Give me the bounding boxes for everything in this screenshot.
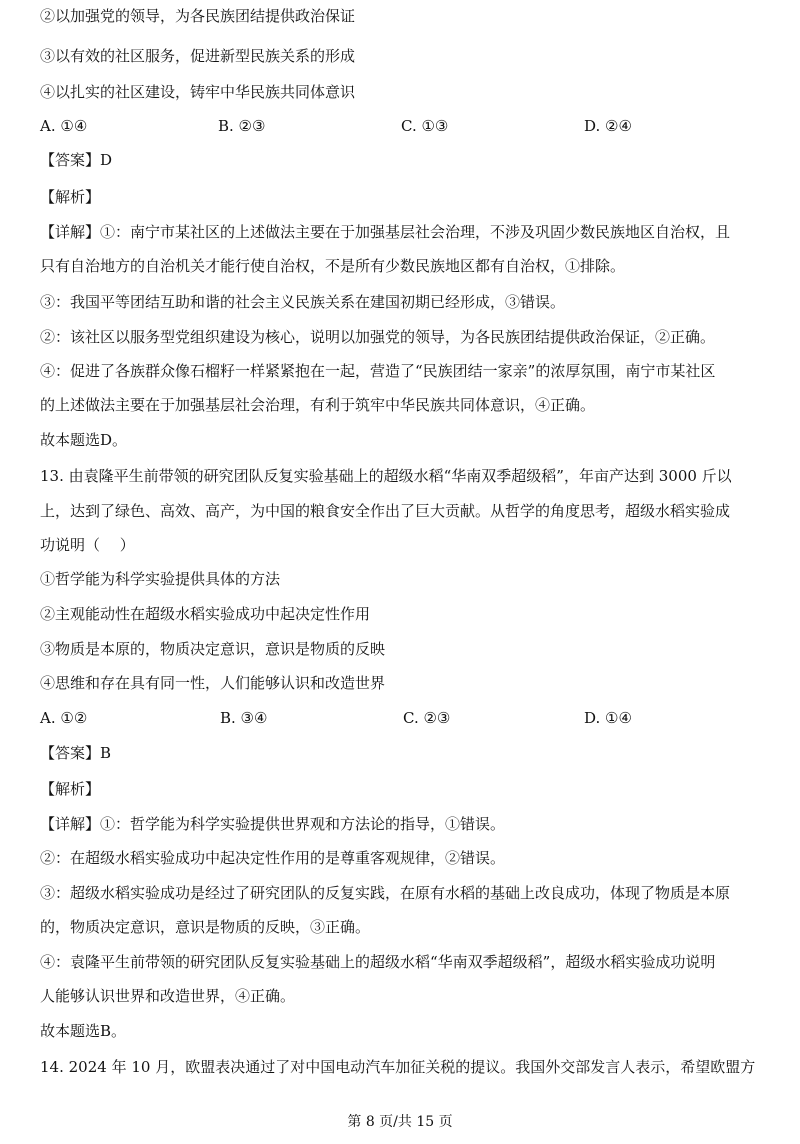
detail-line: ④：促进了各族群众像石榴籽一样紧紧抱在一起，营造了“民族团结一家亲”的浓厚氛围，南宁市某社区: [40, 362, 716, 380]
option-a: A. ①②: [40, 709, 88, 727]
analysis-label: 【解析】: [40, 188, 101, 206]
statement: ②以加强党的领导，为各民族团结提供政治保证: [40, 7, 356, 25]
statement: ②主观能动性在超级水稻实验成功中起决定性作用: [40, 605, 371, 623]
answer-label: 【答案】B: [40, 744, 112, 762]
statement: ①哲学能为科学实验提供具体的方法: [40, 570, 281, 588]
answer-options: [40, 116, 768, 136]
option-d: D. ①④: [584, 709, 632, 727]
detail-line: ②：在超级水稻实验成功中起决定性作用的是尊重客观规律，②错误。: [40, 849, 506, 867]
statement: ④以扎实的社区建设，铸牢中华民族共同体意识: [40, 83, 356, 101]
detail-line: 【详解】①：南宁市某社区的上述做法主要在于加强基层社会治理，不涉及巩固少数民族地区自治权，且: [40, 223, 731, 241]
option-c: C. ②③: [403, 709, 451, 727]
question-stem: 13. 由袁隆平生前带领的研究团队反复实验基础上的超级水稻“华南双季超级稻”，年亩产达到 3000 斤以: [40, 467, 732, 485]
detail-line: 只有自治地方的自治机关才能行使自治权，不是所有少数民族地区都有自治权，①排除。: [40, 257, 626, 275]
option-c: C. ①③: [401, 117, 449, 135]
statement: ③以有效的社区服务，促进新型民族关系的形成: [40, 47, 356, 65]
analysis-label: 【解析】: [40, 780, 101, 798]
detail-line: 的，物质决定意识，意识是物质的反映，③正确。: [40, 918, 371, 936]
option-a: A. ①④: [40, 117, 88, 135]
conclusion: 故本题选D。: [40, 431, 128, 449]
question-stem: 上，达到了绿色、高效、高产，为中国的粮食安全作出了巨大贡献。从哲学的角度思考，超级水稻实验成: [40, 502, 731, 520]
question-stem: 功说明（ ）: [40, 536, 135, 554]
statement: ④思维和存在具有同一性，人们能够认识和改造世界: [40, 674, 386, 692]
page-footer: 第 8 页/共 15 页: [347, 1114, 453, 1130]
detail-line: 人能够认识世界和改造世界，④正确。: [40, 987, 296, 1005]
detail-line: ③：我国平等团结互助和谐的社会主义民族关系在建国初期已经形成，③错误。: [40, 293, 566, 311]
option-d: D. ②④: [584, 117, 632, 135]
statement: ③物质是本原的，物质决定意识，意识是物质的反映: [40, 640, 386, 658]
detail-line: 的上述做法主要在于加强基层社会治理，有利于筑牢中华民族共同体意识，④正确。: [40, 396, 596, 414]
detail-line: 【详解】①：哲学能为科学实验提供世界观和方法论的指导，①错误。: [40, 815, 506, 833]
conclusion: 故本题选B。: [40, 1022, 127, 1040]
detail-line: ④：袁隆平生前带领的研究团队反复实验基础上的超级水稻“华南双季超级稻”，超级水稻实验成功说明: [40, 953, 716, 971]
answer-label: 【答案】D: [40, 151, 113, 169]
question-stem: 14. 2024 年 10 月，欧盟表决通过了对中国电动汽车加征关税的提议。我国外交部发言人表示，希望欧盟方: [40, 1058, 756, 1076]
option-b: B. ③④: [220, 709, 268, 727]
detail-line: ②：该社区以服务型党组织建设为核心，说明以加强党的领导，为各民族团结提供政治保证，②正确。: [40, 328, 716, 346]
answer-options: [40, 708, 768, 728]
option-b: B. ②③: [218, 117, 266, 135]
detail-line: ③：超级水稻实验成功是经过了研究团队的反复实践，在原有水稻的基础上改良成功，体现了物质是本原: [40, 884, 731, 902]
